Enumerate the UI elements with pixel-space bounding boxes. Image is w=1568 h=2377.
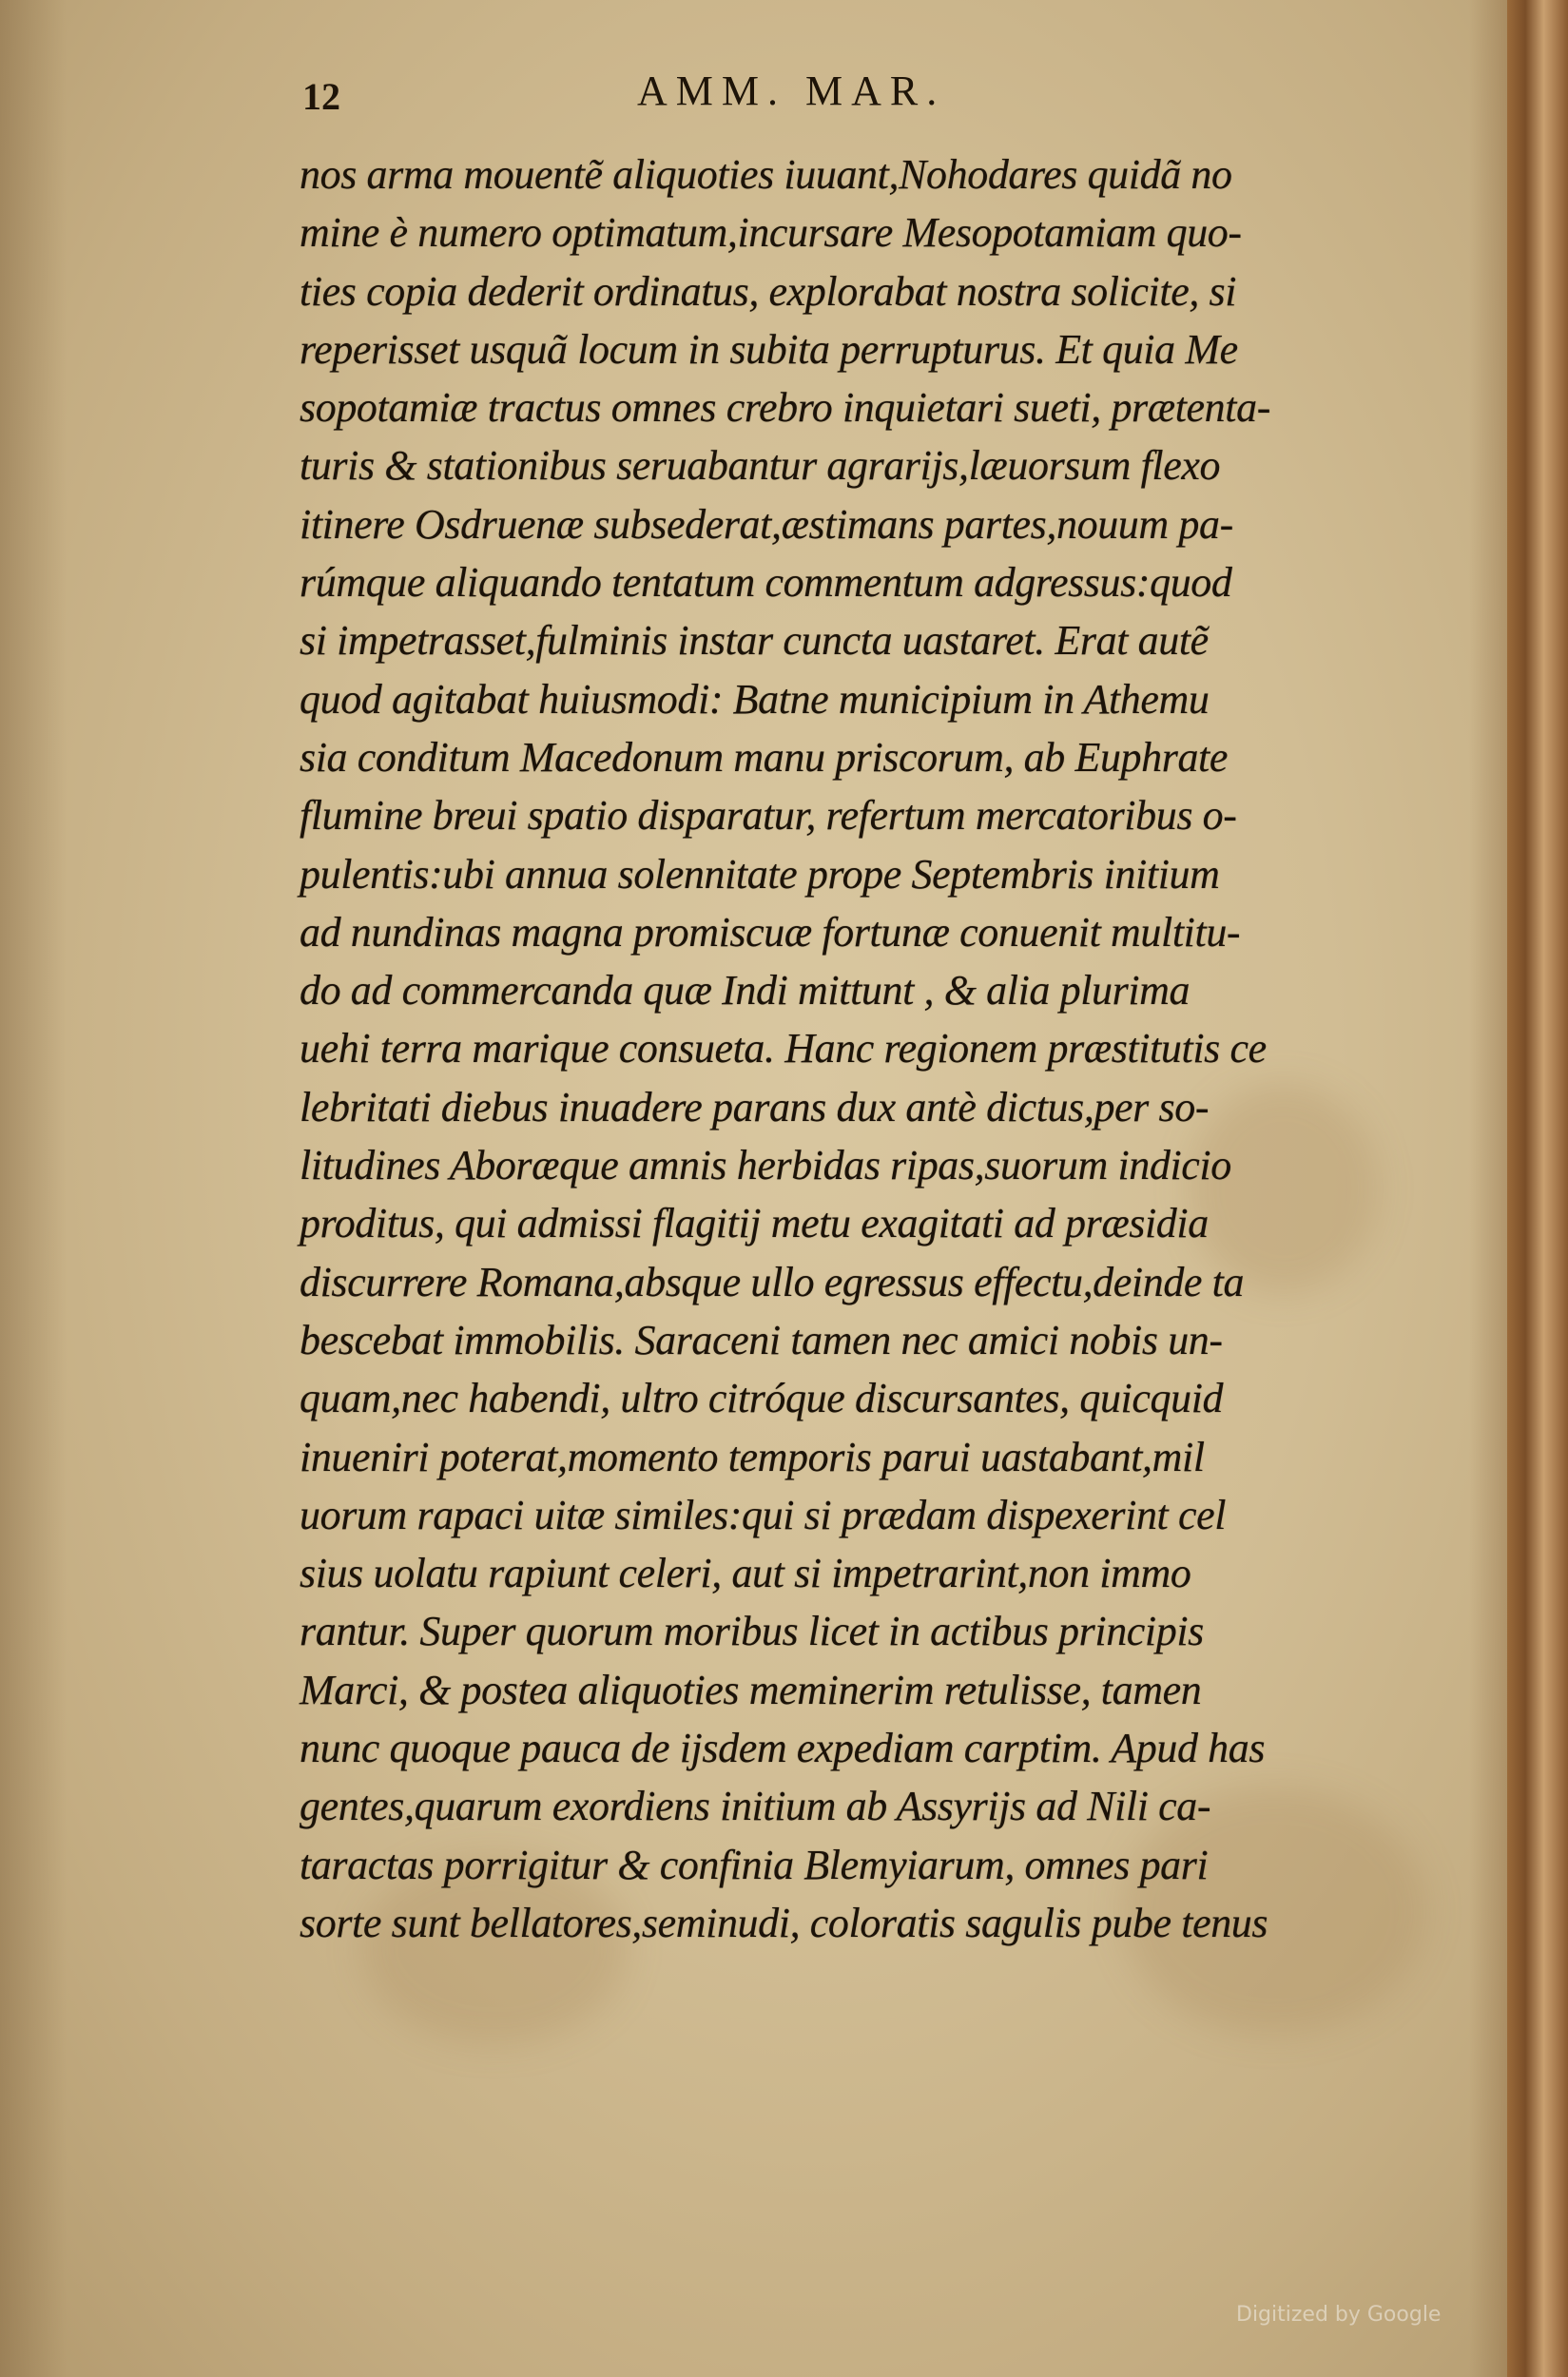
text-line: litudines Aboræque amnis herbidas ripas,suorum indicio [300,1142,1231,1189]
text-line: bescebat immobilis. Saraceni tamen nec amici nobis un- [300,1316,1223,1363]
body-text [300,145,1341,1952]
text-line: taractas porrigitur & confinia Blemyiarum, omnes pari [300,1841,1209,1888]
text-line: flumine breui spatio disparatur, refertum mercatoribus o- [300,792,1237,840]
text-line: si impetrasset,fulminis instar cuncta uastaret. Erat autẽ [300,617,1209,665]
text-line: ties copia dederit ordinatus, explorabat nostra solicite, si [300,267,1237,315]
gutter-shadow [0,0,67,2377]
text-line: uorum rapaci uitæ similes:qui si prædam dispexerint cel [300,1491,1227,1538]
text-line: inueniri poterat,momento temporis parui uastabant,mil [300,1433,1205,1480]
text-line: do ad commercanda quæ Indi mittunt , & alia plurima [300,967,1191,1015]
text-line: pulentis:ubi annua solennitate prope Septembris initium [300,850,1220,898]
text-line: gentes,quarum exordiens initium ab Assyrijs ad Nili ca- [300,1783,1211,1830]
running-head: AMM. MAR. [637,68,946,114]
text-line: sopotamiæ tractus omnes crebro inquietari sueti, prætenta- [300,384,1270,432]
text-line: rúmque aliquando tentatum commentum adgressus:quod [300,559,1232,607]
text-line: turis & stationibus seruabantur agrarijs,læuorsum flexo [300,442,1221,490]
page-number: 12 [302,75,340,118]
text-line: discurrere Romana,absque ullo egressus effectu,deinde ta [300,1258,1245,1305]
page-header [0,57,1568,133]
page-edge [1507,0,1568,2377]
text-line: proditus, qui admissi flagitij metu exagitati ad præsidia [300,1200,1209,1247]
text-line: quam,nec habendi, ultro citróque discursantes, quicquid [300,1375,1224,1422]
text-line: ad nundinas magna promiscuæ fortunæ conuenit multitu- [300,908,1241,956]
text-line: itinere Osdruenæ subsederat,æstimans partes,nouum pa- [300,500,1233,548]
text-line: sorte sunt bellatores,seminudi, coloratis sagulis pube tenus [300,1899,1268,1946]
text-line: nos arma mouentẽ aliquoties iuuant,Nohodares quidã no [300,151,1232,198]
text-line: sia conditum Macedonum manu priscorum, ab Euphrate [300,733,1229,781]
text-line: Marci, & postea aliquoties meminerim retulisse, tamen [300,1666,1202,1713]
page-edge-shadow [1469,0,1512,2377]
text-line: mine è numero optimatum,incursare Mesopotamiam quo- [300,209,1242,257]
text-line: sius uolatu rapiunt celeri, aut si impetrarint,non immo [300,1550,1191,1597]
text-line: lebritati diebus inuadere parans dux antè dictus,per so- [300,1083,1210,1131]
text-line: quod agitabat huiusmodi: Batne municipium in Athemu [300,675,1210,723]
text-line: uehi terra marique consueta. Hanc regionem præstitutis ce [300,1025,1267,1073]
digitization-watermark: Digitized by Google [1236,2303,1442,2327]
text-line: nunc quoque pauca de ijsdem expediam carptim. Apud has [300,1725,1266,1772]
text-line: reperisset usquã locum in subita perrupturus. Et quia Me [300,325,1238,373]
text-line: rantur. Super quorum moribus licet in actibus principis [300,1608,1204,1655]
